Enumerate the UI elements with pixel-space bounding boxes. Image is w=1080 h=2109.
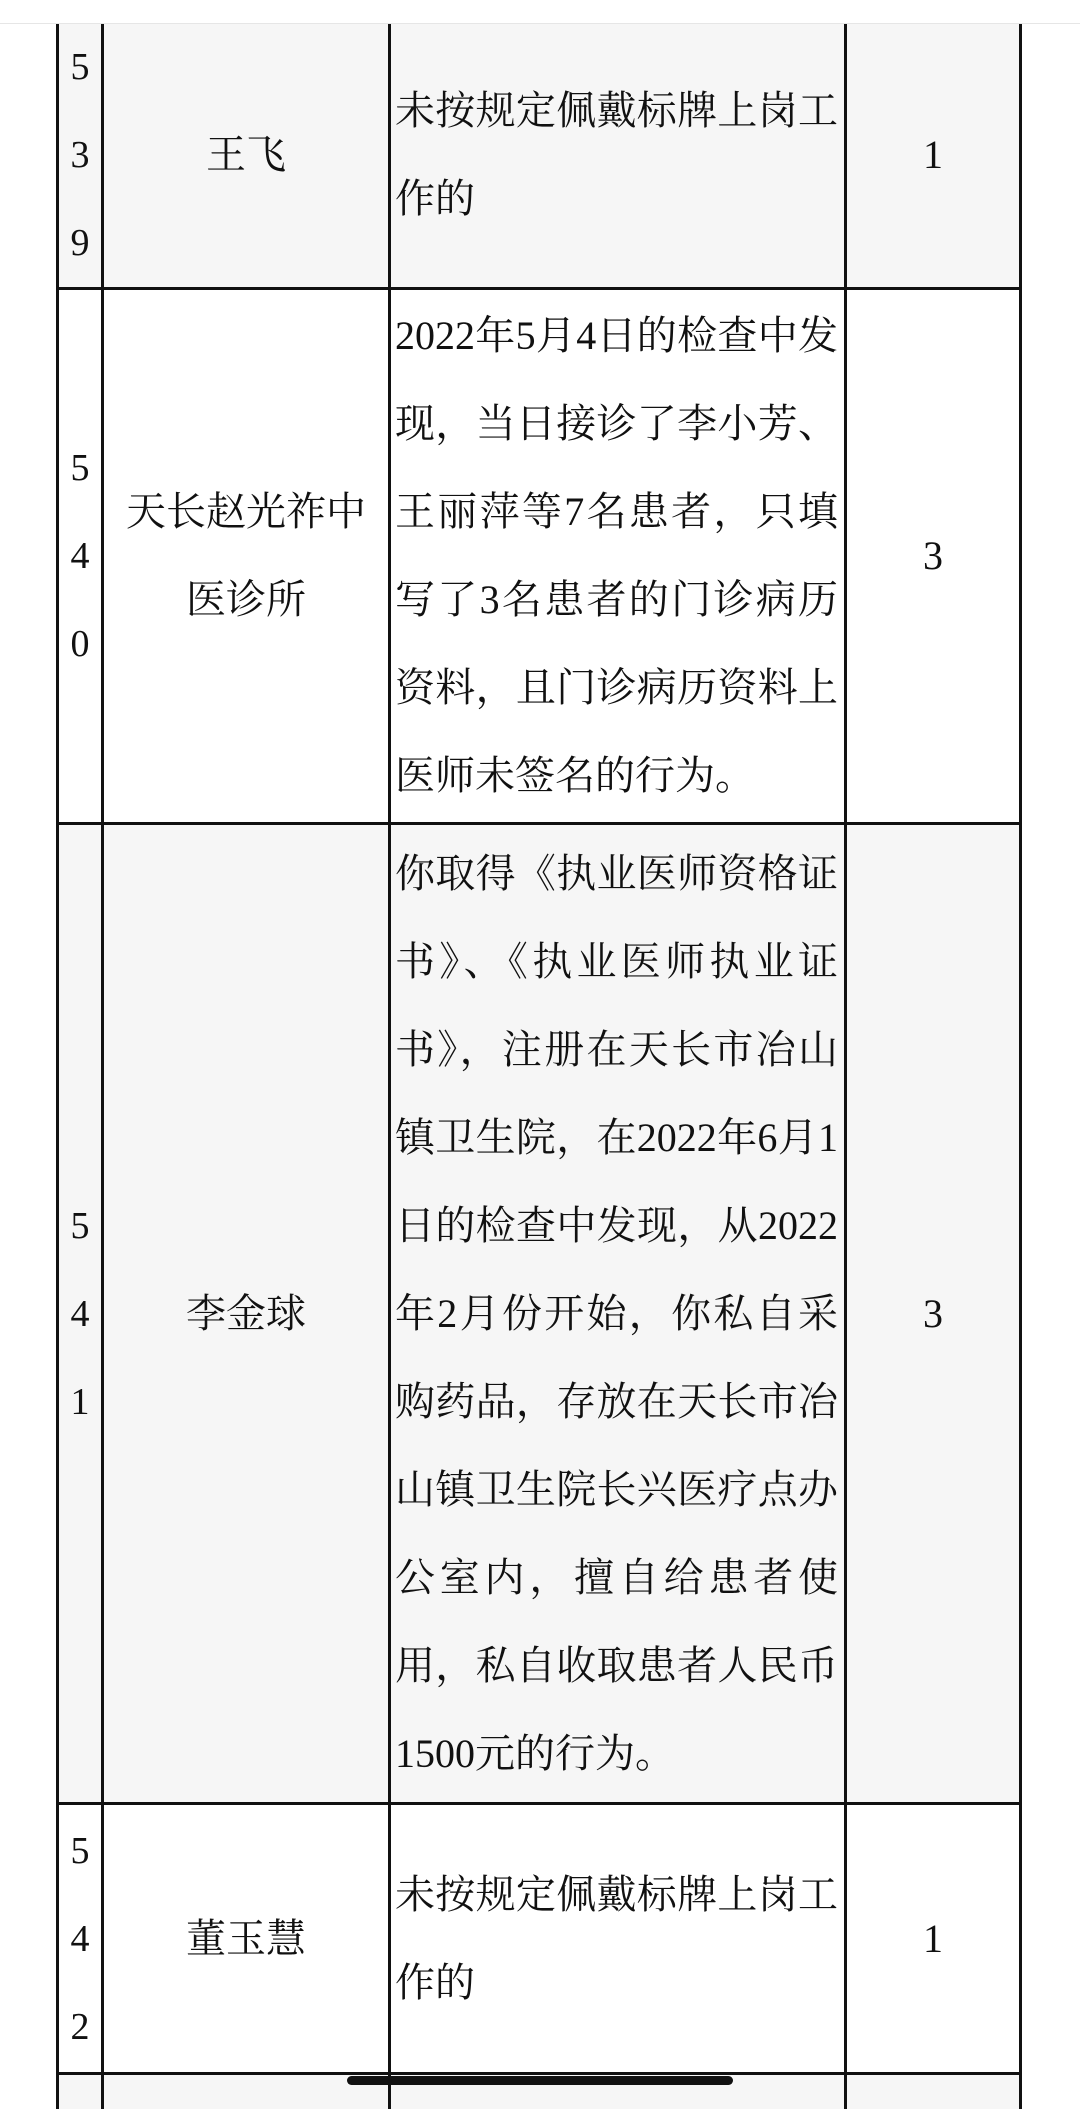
home-indicator[interactable] — [347, 2076, 733, 2085]
row-index: 542 — [70, 1829, 90, 2048]
top-bar — [0, 0, 1080, 24]
row-name: 董玉慧 — [186, 1915, 306, 1961]
name-cell — [104, 825, 391, 1802]
row-description: 未按规定佩戴标牌上岗工作的 — [395, 87, 838, 221]
description-cell — [391, 22, 847, 287]
name-cell — [104, 1805, 391, 2072]
count-cell — [847, 1805, 1022, 2072]
row-name: 天长赵光祚中医诊所 — [126, 489, 366, 622]
description-cell — [391, 825, 847, 1802]
row-count: 1 — [923, 1915, 943, 1961]
name-cell — [104, 22, 391, 287]
row-index: 540 — [70, 447, 90, 665]
count-cell — [847, 825, 1022, 1802]
table-row — [56, 1805, 1022, 2075]
description-cell — [391, 1805, 847, 2072]
index-cell — [56, 1805, 104, 2072]
row-count: 3 — [923, 533, 943, 578]
row-count: 3 — [923, 1290, 943, 1336]
row-description: 未按规定佩戴标牌上岗工作的 — [395, 1871, 838, 2005]
row-index: 541 — [70, 1204, 90, 1423]
row-index: 539 — [70, 45, 90, 264]
table-row — [56, 290, 1022, 825]
row-name: 王飞 — [206, 131, 286, 177]
index-cell — [56, 825, 104, 1802]
index-cell — [56, 22, 104, 287]
table-row — [56, 825, 1022, 1805]
penalty-table — [56, 22, 1022, 2109]
index-cell — [56, 2075, 104, 2109]
count-cell — [847, 22, 1022, 287]
count-cell — [847, 290, 1022, 822]
count-cell — [847, 2075, 1022, 2109]
name-cell — [104, 290, 391, 822]
table-row — [56, 22, 1022, 290]
row-name: 李金球 — [186, 1290, 306, 1336]
row-description: 你取得《执业医师资格证书》、《执业医师执业证书》，注册在天长市冶山镇卫生院，在2022年6月1日的检查中发现，从2022年2月份开始，你私自采购药品，存放在天长市冶山镇卫生院长兴医疗点办公室内，擅自给患者使用，私自收取患者人民币1500元的行为。 — [395, 850, 838, 1776]
index-cell — [56, 290, 104, 822]
description-cell — [391, 290, 847, 822]
row-description: 2022年5月4日的检查中发现，当日接诊了李小芳、王丽萍等7名患者，只填写了3名患者的门诊病历资料，且门诊病历资料上医师未签名的行为。 — [395, 313, 838, 798]
row-count: 1 — [923, 131, 943, 177]
